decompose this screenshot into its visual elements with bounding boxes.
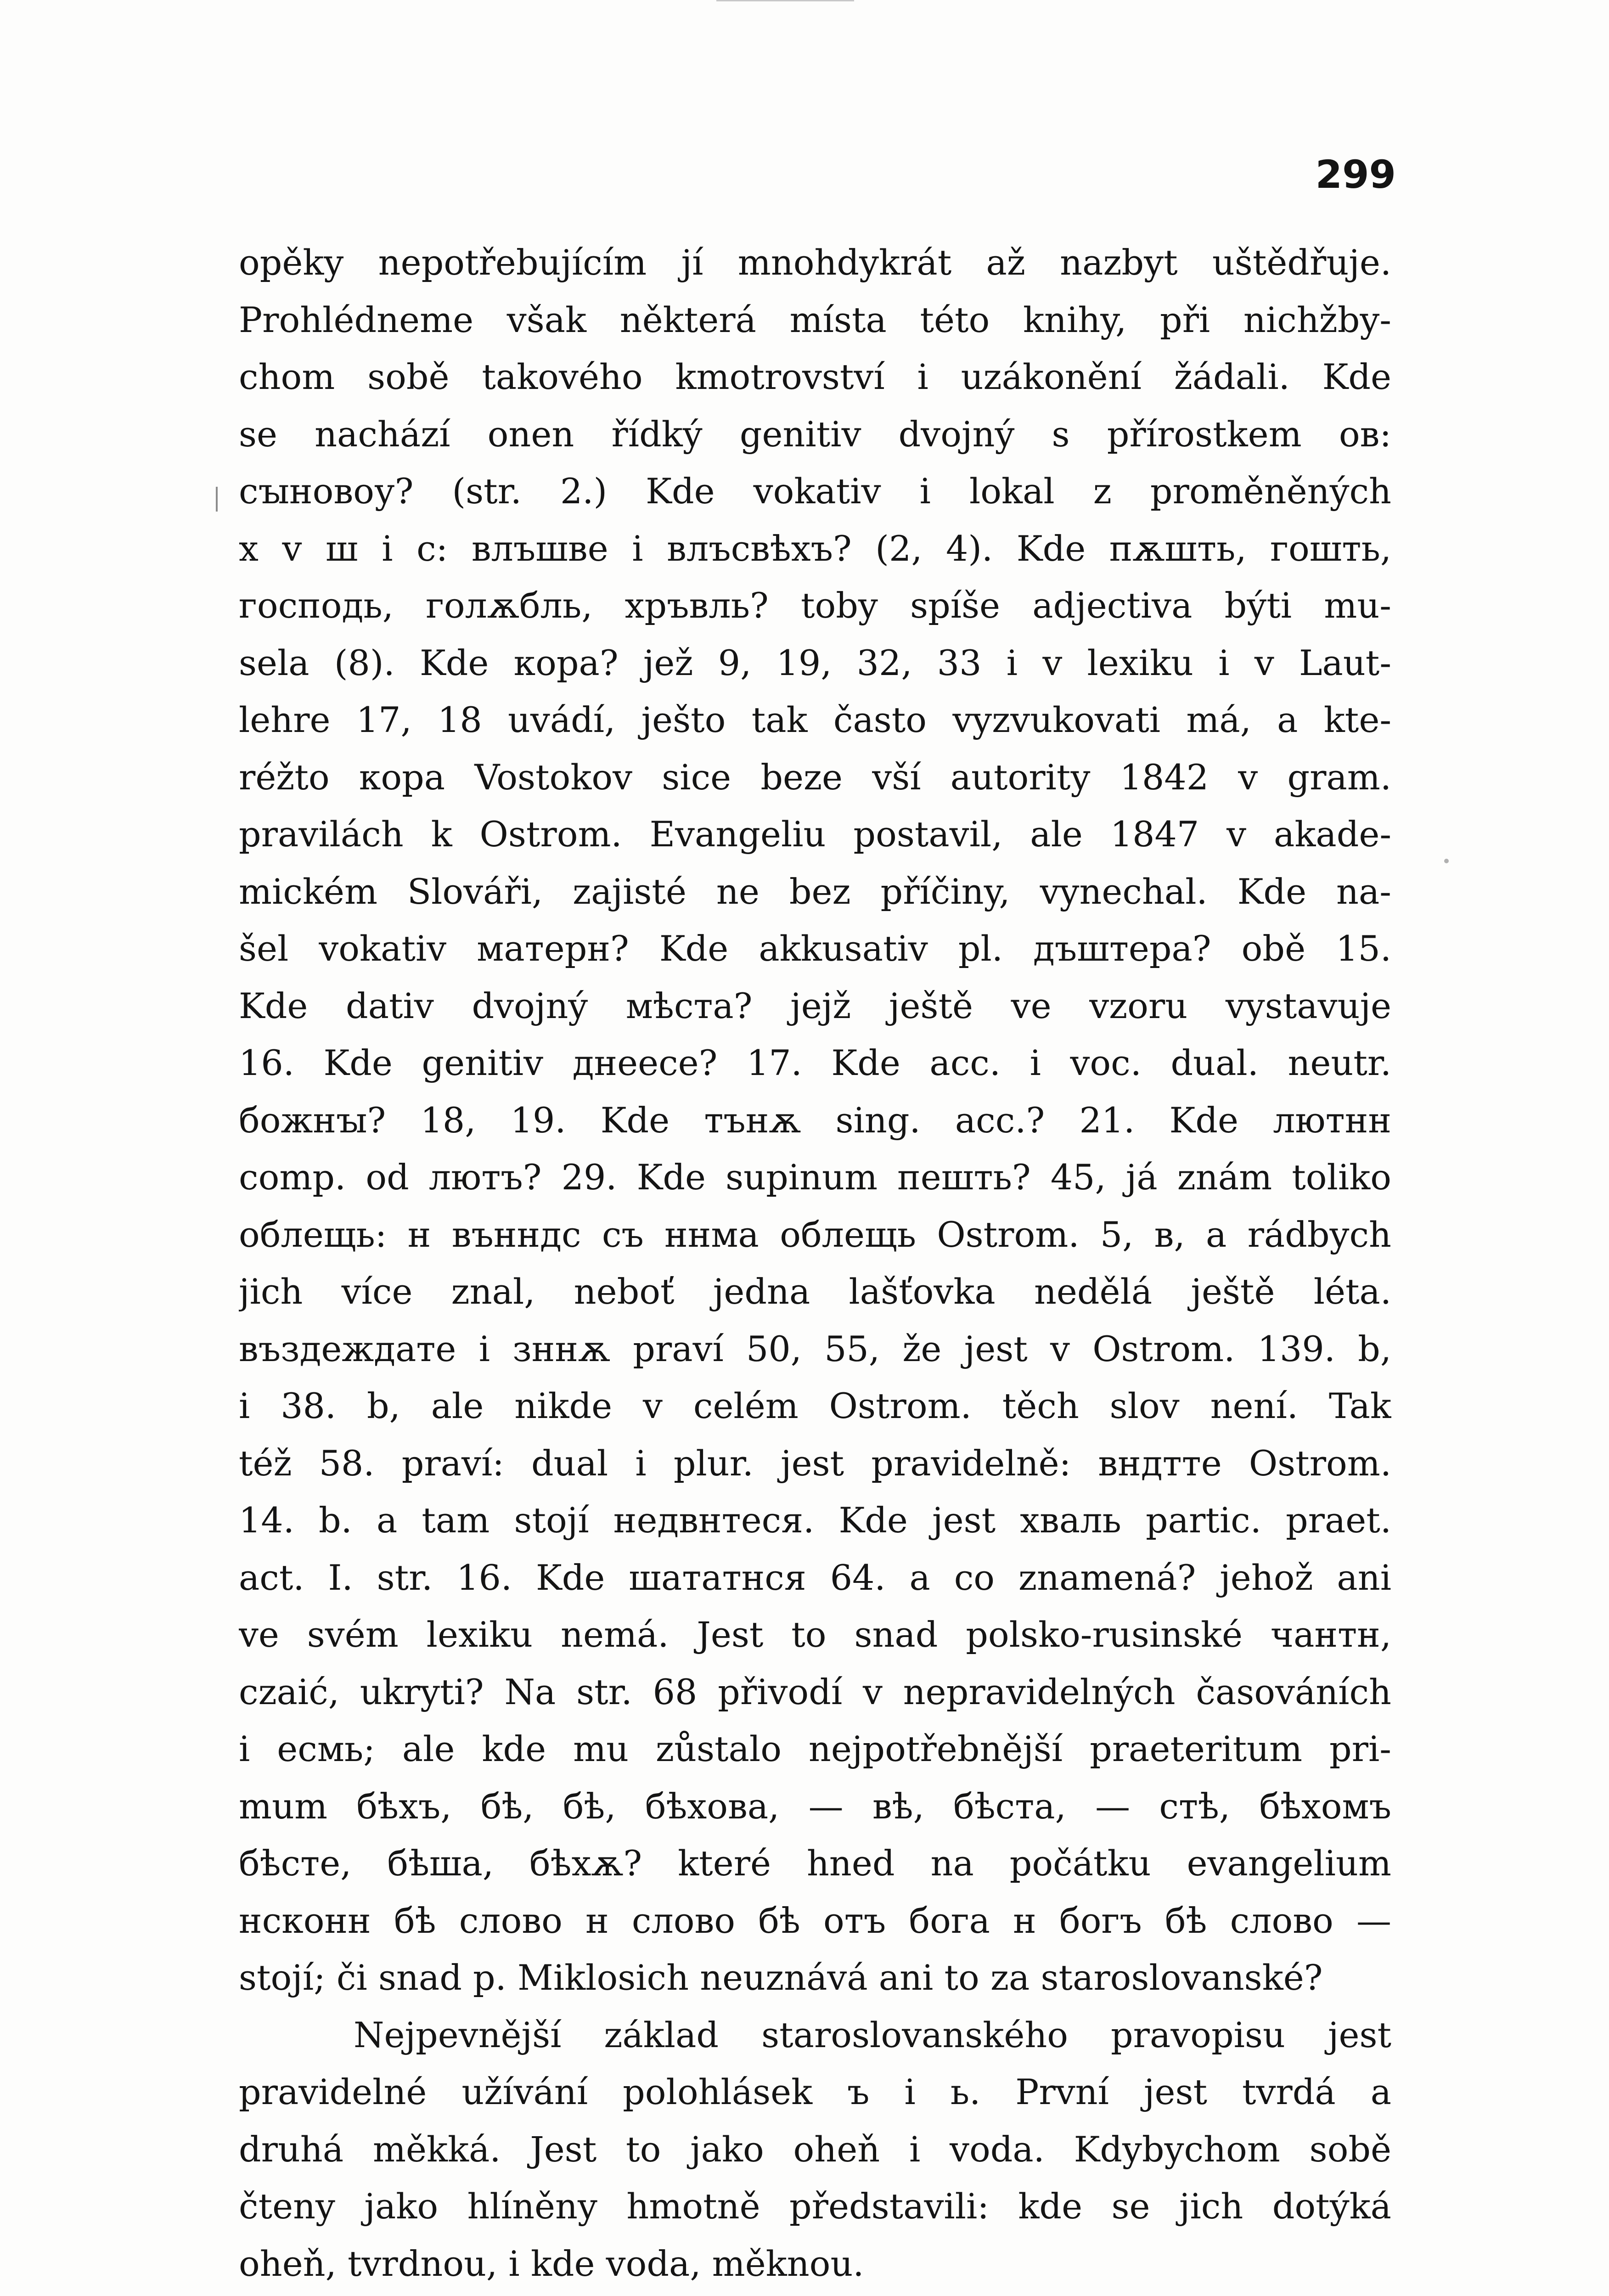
text-line: 14. b. a tam stojí недвнтеся. Kde jest хваль partic. praet. (239, 1500, 1391, 1541)
text-line: х v ш i c: влъшве i влъсвѣхъ? (2, 4). Kde пѫшть, гошть, (239, 528, 1391, 569)
text-line: czaić, ukryti? Na str. 68 přivodí v nepravidelných časováních (239, 1671, 1391, 1712)
text-line: též 58. praví: dual i plur. jest pravidelně: вндтте Ostrom. (239, 1442, 1391, 1484)
text-line: сꙑновоу? (str. 2.) Kde vokativ i lokal z proměněných (239, 471, 1391, 512)
scan-artifact-top (716, 0, 854, 1)
text-line: se nachází onen řídký genitiv dvojný s přírostkem ов: (239, 413, 1391, 455)
text-line: 16. Kde genitiv днеесе? 17. Kde acc. i voc. dual. neutr. (239, 1042, 1391, 1083)
text-line: нсконн бѣ слово н слово бѣ отъ бога н богъ бѣ слово — (239, 1900, 1391, 1941)
text-line: i есмь; ale kde mu zůstalo nejpotřebnější praeteritum pri- (239, 1728, 1391, 1769)
text-line: pravilách k Ostrom. Evangeliu postavil, ale 1847 v akade- (239, 814, 1391, 855)
text-line: act. I. str. 16. Kde шататнся 64. a co znamená? jehož ani (239, 1557, 1391, 1598)
paragraph-1 (239, 234, 1391, 2007)
text-line: druhá měkká. Jest to jako oheň i voda. Kdybychom sobě (239, 2128, 1391, 2170)
body-text (239, 234, 1391, 2292)
text-line: i 38. b, ale nikde v celém Ostrom. těch slov není. Tak (239, 1385, 1391, 1426)
text-line: Nejpevnější základ staroslovanského pravopisu jest (354, 2014, 1391, 2055)
text-line: lehre 17, 18 uvádí, ješto tak často vyzvukovati má, a kte- (239, 699, 1391, 740)
text-line: čteny jako hlíněny hmotně představili: kde se jich dotýká (239, 2186, 1391, 2227)
text-line: chom sobě takového kmotrovství i uzákonění žádali. Kde (239, 356, 1391, 397)
margin-mark (216, 487, 218, 512)
text-line: stojí; či snad p. Miklosich neuznává ani to za staroslovanské? (239, 1957, 1323, 1998)
scan-artifact-dot (1444, 859, 1449, 863)
text-line: jich více znal, neboť jedna lašťovka nedělá ještě léta. (239, 1271, 1391, 1312)
text-line: въздеждате i зннѫ praví 50, 55, že jest v Ostrom. 139. b, (239, 1328, 1391, 1369)
text-line: бѣсте, бѣша, бѣхѫ? které hned na počátku evangelium (239, 1843, 1391, 1884)
text-line: comp. od лютъ? 29. Kde supinum пешть? 45, já znám toliko (239, 1157, 1391, 1198)
text-line: божнꙑ? 18, 19. Kde тънѫ sing. acc.? 21. Kde лютнн (239, 1099, 1391, 1141)
text-line: oheň, tvrdnou, i kde voda, měknou. (239, 2243, 864, 2284)
text-line: pravidelné užívání polohlásek ъ i ь. První jest tvrdá a (239, 2071, 1391, 2112)
text-line: Kde dativ dvojný мѣста? jejž ještě ve vzoru vystavuje (239, 985, 1391, 1026)
text-line: облещь: н вънндс съ ннма облещь Ostrom. 5, в, a rádbych (239, 1214, 1391, 1255)
text-line: mickém Slováři, zajisté ne bez příčiny, vynechal. Kde na- (239, 871, 1391, 912)
paragraph-2 (239, 2007, 1391, 2293)
text-line: šel vokativ матерн? Kde akkusativ pl. дъштера? obě 15. (239, 928, 1391, 969)
text-line: sela (8). Kde кора? jež 9, 19, 32, 33 i v lexiku i v Laut- (239, 642, 1391, 683)
page-number: 299 (1315, 152, 1396, 197)
text-line: господь, голѫбль, хръвль? toby spíše adjectiva býti mu- (239, 585, 1391, 626)
text-line: réžto кора Vostokov sice beze vší autority 1842 v gram. (239, 756, 1391, 798)
text-line: mum бѣхъ, бѣ, бѣ, бѣхова, — вѣ, бѣста, — стѣ, бѣхомъ (239, 1785, 1391, 1827)
text-line: opěky nepotřebujícím jí mnohdykrát až nazbyt uštědřuje. (239, 242, 1391, 283)
text-line: Prohlédneme však některá místa této knihy, při nichžby- (239, 299, 1391, 340)
text-line: ve svém lexiku nemá. Jest to snad polsko-rusinské чантн, (239, 1614, 1391, 1655)
